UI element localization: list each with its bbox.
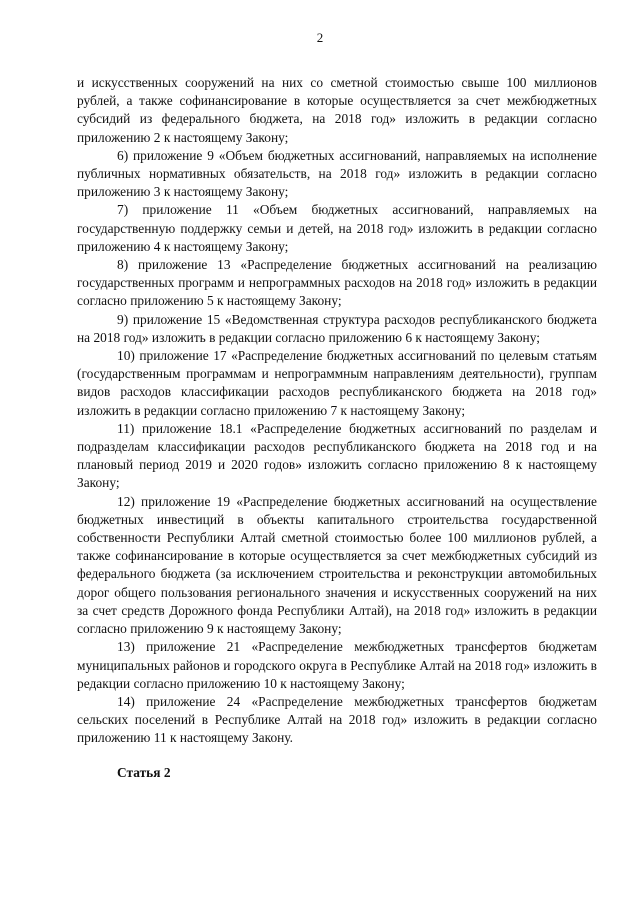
paragraph-item-7: 7) приложение 11 «Объем бюджетных ассигнований, направляемых на государственную поддержку семьи и детей, на 2018 год» изложить в редакции согласно приложению 4 к настоящему Закону; — [77, 202, 597, 254]
paragraph-item-10: 10) приложение 17 «Распределение бюджетных ассигнований по целевым статьям (государственным программам и непрограммным направлениям деятельности), группам видов расходов классификации расходов республиканского бюджета на 2018 год» изложить в редакции согласно приложению 7 к настоящему Закону; — [77, 348, 597, 418]
article-heading: Статья 2 — [117, 764, 171, 780]
document-body — [77, 74, 597, 782]
paragraph-item-8: 8) приложение 13 «Распределение бюджетных ассигнований на реализацию государственных программ и непрограммных расходов на 2018 год» изложить в редакции согласно приложению 5 к настоящему Закону; — [77, 257, 597, 309]
page-number: 2 — [316, 30, 324, 45]
paragraph-item-12: 12) приложение 19 «Распределение бюджетных ассигнований на осуществление бюджетных инвестиций в объекты капитального строительства государственной собственности Республики Алтай сметной стоимостью более 100 миллионов рублей, а также софинансирование в которые осуществляется за счет межбюджетных субсидий из федерального бюджета (за исключением строительства и реконструкции автомобильных дорог общего пользования регионального значения и искусственных сооружений на них за счет средств Дорожного фонда Республики Алтай), на 2018 год» изложить в редакции согласно приложению 9 к настоящему Закону; — [77, 493, 597, 637]
paragraph-continuation: и искусственных сооружений на них со сметной стоимостью свыше 100 миллионов рублей, а также софинансирование в которые осуществляется за счет межбюджетных субсидий из федерального бюджета, на 2018 год» изложить в редакции согласно приложению 2 к настоящему Закону; — [77, 75, 597, 145]
paragraph-item-14: 14) приложение 24 «Распределение межбюджетных трансфертов бюджетам сельских поселений в Республике Алтай на 2018 год» изложить в редакции согласно приложению 11 к настоящему Закону. — [77, 693, 597, 746]
paragraph-item-9: 9) приложение 15 «Ведомственная структура расходов республиканского бюджета на 2018 год» изложить в редакции согласно приложению 6 к настоящему Закону; — [77, 311, 597, 345]
paragraph-item-13: 13) приложение 21 «Распределение межбюджетных трансфертов бюджетам муниципальных районов и городского округа в Республике Алтай на 2018 год» изложить в редакции согласно приложению 10 к настоящему Закону; — [77, 639, 597, 691]
paragraph-item-6: 6) приложение 9 «Объем бюджетных ассигнований, направляемых на исполнение публичных нормативных обязательств, на 2018 год» изложить в редакции согласно приложению 3 к настоящему Закону; — [77, 147, 597, 200]
paragraph-item-11: 11) приложение 18.1 «Распределение бюджетных ассигнований по разделам и подразделам классификации расходов республиканского бюджета на 2018 год и на плановый период 2019 и 2020 годов» изложить согласно приложению 8 к настоящему Закону; — [77, 420, 597, 491]
